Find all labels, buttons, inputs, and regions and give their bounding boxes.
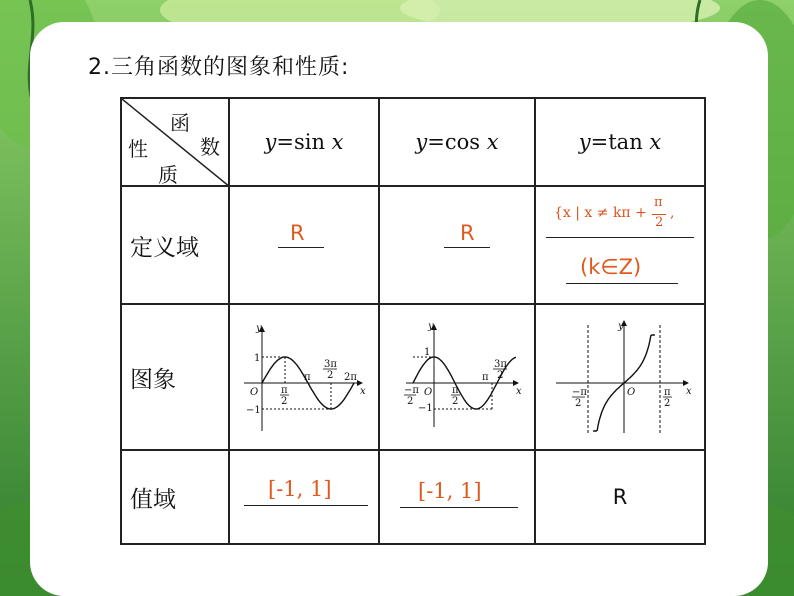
tick-label-pi-half-num: π: [664, 387, 671, 398]
tick-label-pi-half-den: 2: [281, 396, 288, 407]
graph-row: [121, 304, 705, 450]
domain-sin-cell: [229, 186, 379, 304]
corner-top-label: 函: [170, 111, 190, 135]
axis-label-x: x: [360, 386, 366, 397]
graph-cos-cell: [379, 304, 535, 450]
tick-label-3pi-half-den: 2: [327, 370, 334, 381]
origin-label: O: [424, 387, 433, 398]
tangent-graph: [536, 305, 706, 451]
cosine-graph: [380, 305, 536, 451]
tick-label-pi-half-num: π: [452, 385, 459, 396]
range-cos-answer: [-1, 1]: [418, 479, 482, 503]
header-tan: y=tan x: [535, 98, 705, 186]
domain-cos-cell: [379, 186, 535, 304]
header-row: [121, 98, 705, 186]
axis-label-y: y: [428, 321, 434, 332]
domain-tan-frac-num: π: [654, 195, 663, 210]
domain-tan-comma: ,: [670, 205, 675, 221]
tick-label-one: 1: [254, 353, 261, 364]
domain-cos-answer: R: [460, 221, 475, 245]
page-title: 2.三角函数的图象和性质:: [88, 55, 350, 80]
answer-blank-line: [278, 247, 324, 248]
answer-blank-line: [244, 505, 368, 506]
corner-right-label: 数: [200, 135, 220, 159]
range-cos-cell: [379, 450, 535, 544]
tick-label-neg-pi-half-num: −π: [572, 387, 587, 398]
header-cos: y=cos x: [379, 98, 535, 186]
range-tan-answer: R: [535, 450, 705, 544]
answer-blank-line: [400, 507, 518, 508]
tick-label-pi-half-num: π: [281, 385, 288, 396]
answer-blank-line: [444, 247, 490, 248]
range-sin-cell: [229, 450, 379, 544]
tick-label-pi: π: [482, 372, 489, 383]
range-sin-answer: [-1, 1]: [268, 477, 332, 501]
axis-label-y: y: [618, 321, 624, 332]
tick-label-pi-half-den: 2: [452, 396, 459, 407]
corner-bottom-label: 质: [158, 163, 178, 187]
axis-label-x: x: [686, 386, 692, 397]
row-label-range: 值域: [121, 450, 229, 544]
tick-label-neg-one: −1: [418, 403, 433, 414]
domain-tan-cell: [535, 186, 705, 304]
tick-label-neg-pi-half-num: −π: [404, 385, 419, 396]
answer-blank-line: [566, 283, 678, 284]
origin-label: O: [627, 387, 636, 398]
range-row: [121, 450, 705, 544]
axis-label-y: y: [256, 323, 262, 334]
header-sin: y=sin x: [229, 98, 379, 186]
row-label-graph: 图象: [121, 304, 229, 450]
tick-label-pi: π: [304, 372, 311, 383]
corner-left-label: 性: [128, 137, 148, 161]
corner-cell: [121, 98, 229, 186]
domain-sin-answer: R: [290, 221, 305, 245]
tick-label-2pi: 2π: [344, 372, 357, 383]
sine-graph: [230, 305, 380, 451]
tick-label-3pi-half-den: 2: [497, 370, 504, 381]
tick-label-3pi-half-num: 3π: [494, 359, 507, 370]
domain-tan-frac-den: 2: [655, 215, 664, 230]
graph-tan-cell: [535, 304, 705, 450]
tick-label-neg-pi-half-den: 2: [575, 398, 582, 409]
tick-label-neg-pi-half-den: 2: [407, 396, 414, 407]
domain-row: [121, 186, 705, 304]
tick-label-3pi-half-num: 3π: [324, 359, 337, 370]
trig-properties-table: [120, 97, 706, 545]
graph-sin-cell: [229, 304, 379, 450]
domain-tan-formula: {x | x ≠ kπ +: [554, 205, 647, 221]
row-label-domain: 定义域: [121, 186, 229, 304]
tick-label-pi-half-den: 2: [664, 398, 671, 409]
tick-label-one: 1: [424, 347, 431, 358]
domain-tan-condition: (k∈Z): [580, 255, 642, 279]
answer-blank-line: [546, 237, 694, 238]
axis-label-x: x: [516, 386, 522, 397]
tick-label-neg-one: −1: [246, 405, 261, 416]
origin-label: O: [250, 387, 259, 398]
